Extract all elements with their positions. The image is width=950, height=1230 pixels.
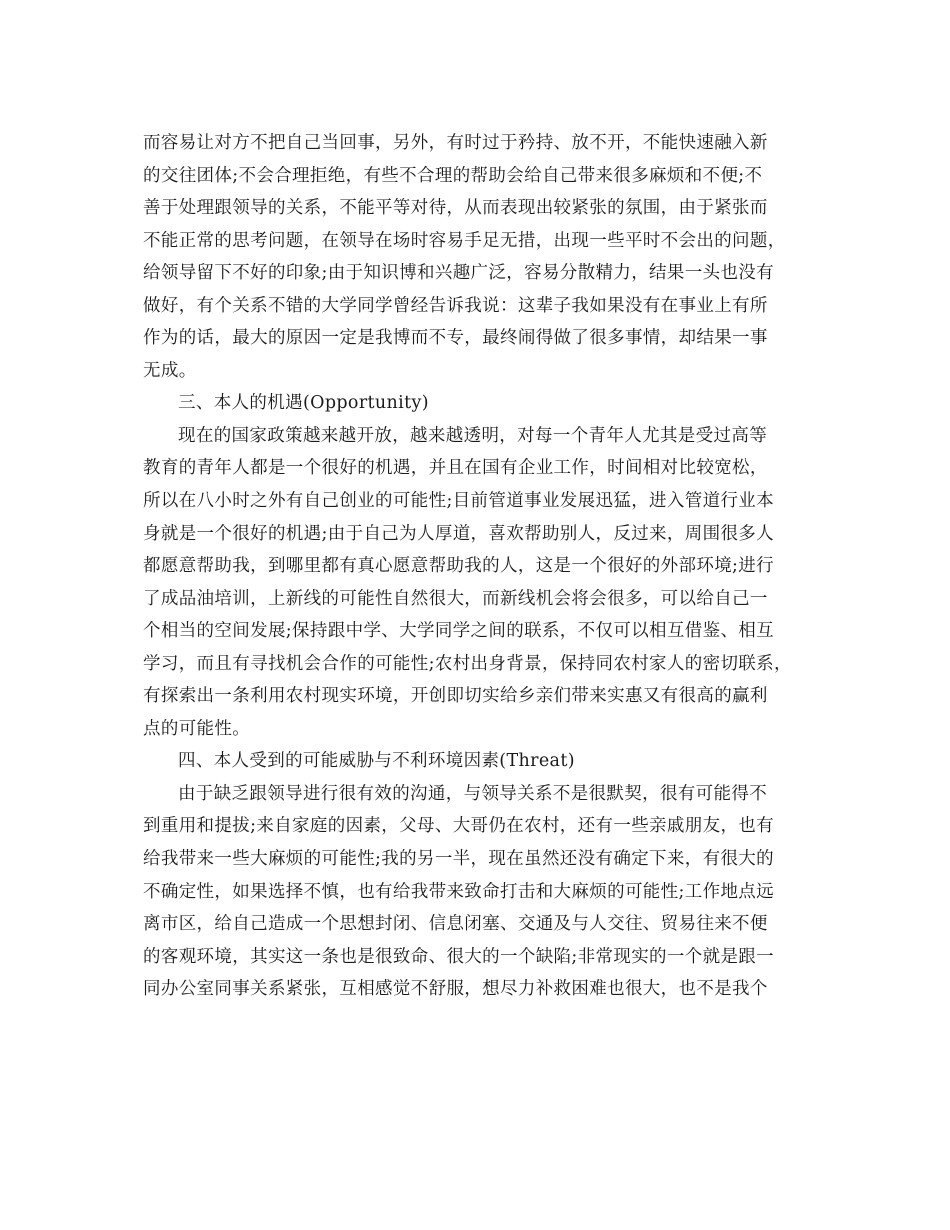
text-line: 学习，而且有寻找机会合作的可能性;农村出身背景，保持同农村家人的密切联系， <box>143 653 792 674</box>
text-line: 给领导留下不好的印象;由于知识博和兴趣广泛，容易分散精力，结果一头也没有 <box>143 263 774 284</box>
text-line: 由于缺乏跟领导进行很有效的沟通，与领导关系不是很默契，很有可能得不 <box>178 783 768 804</box>
text-line: 四、本人受到的可能威胁与不利环境因素(Threat) <box>178 751 575 772</box>
text-line: 个相当的空间发展;保持跟中学、大学同学之间的联系，不仅可以相互借鉴、相互 <box>143 621 774 642</box>
text-line: 身就是一个很好的机遇;由于自己为人厚道，喜欢帮助别人，反过来，周围很多人 <box>143 523 774 544</box>
text-line: 的交往团体;不会合理拒绝，有些不合理的帮助会给自己带来很多麻烦和不便;不 <box>143 165 763 186</box>
text-line: 到重用和提拔;来自家庭的因素，父母、大哥仍在农村，还有一些亲戚朋友，也有 <box>143 816 774 837</box>
text-line: 点的可能性。 <box>143 718 251 739</box>
text-line: 善于处理跟领导的关系，不能平等对待，从而表现出较紧张的氛围，由于紧张而 <box>143 198 768 219</box>
text-line: 不确定性，如果选择不慎，也有给我带来致命打击和大麻烦的可能性;工作地点远 <box>143 881 774 902</box>
text-line: 无成。 <box>143 360 197 381</box>
text-line: 都愿意帮助我，到哪里都有真心愿意帮助我的人，这是一个很好的外部环境;进行 <box>143 556 774 577</box>
text-line: 三、本人的机遇(Opportunity) <box>178 393 429 414</box>
text-line: 的客观环境，其实这一条也是很致命、很大的一个缺陷;非常现实的一个就是跟一 <box>143 946 774 967</box>
text-line: 做好，有个关系不错的大学同学曾经告诉我说：这辈子我如果没有在事业上有所 <box>143 295 768 316</box>
text-line: 而容易让对方不把自己当回事，另外，有时过于矜持、放不开，不能快速融入新 <box>143 133 768 153</box>
document-body <box>143 127 823 1006</box>
text-line: 离市区，给自己造成一个思想封闭、信息闭塞、交通及与人交往、贸易往来不便 <box>143 914 768 935</box>
text-line: 所以在八小时之外有自己创业的可能性;目前管道事业发展迅猛，进入管道行业本 <box>143 491 774 512</box>
text-line: 教育的青年人都是一个很好的机遇，并且在国有企业工作，时间相对比较宽松， <box>143 458 768 479</box>
text-line: 作为的话，最大的原因一定是我博而不专，最终闹得做了很多事情，却结果一事 <box>143 328 768 349</box>
text-line: 了成品油培训，上新线的可能性自然很大，而新线机会将会很多，可以给自己一 <box>143 588 768 609</box>
text-line: 不能正常的思考问题，在领导在场时容易手足无措，出现一些平时不会出的问题， <box>143 230 786 251</box>
text-line: 现在的国家政策越来越开放，越来越透明，对每一个青年人尤其是受过高等 <box>178 425 768 446</box>
text-line: 有探索出一条利用农村现实环境，开创即切实给乡亲们带来实惠又有很高的赢利 <box>143 686 768 707</box>
text-line: 给我带来一些大麻烦的可能性;我的另一半，现在虽然还没有确定下来，有很大的 <box>143 849 774 870</box>
text-line: 同办公室同事关系紧张，互相感觉不舒服，想尽力补救困难也很大，也不是我个 <box>143 979 768 1000</box>
